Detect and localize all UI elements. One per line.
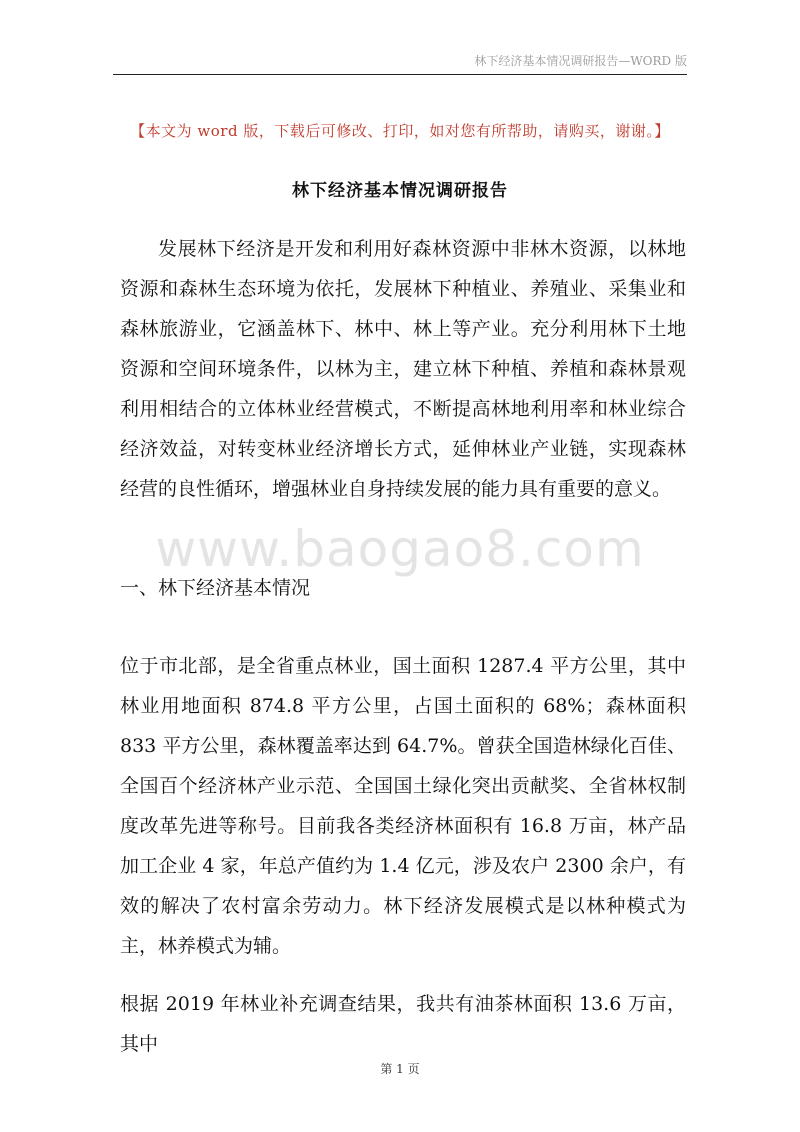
document-title: 林下经济基本情况调研报告	[292, 181, 508, 201]
watermark-text: www.baogao8.com	[155, 520, 645, 578]
section-heading: 一、林下经济基本情况	[120, 577, 311, 599]
section-paragraph-continued: 根据 2019 年林业补充调查结果，我共有油茶林面积 13.6 万亩，其中	[120, 993, 686, 1055]
section-paragraph: 位于市北部，是全省重点林业，国土面积 1287.4 平方公里，其中林业用地面积 874.8 平方公里，占国土面积的 68%；森林面积 833 平方公里，森林覆盖率达到 64.7%。曾获全国造林绿化百佳、全国百个经济林产业示范、全国国土绿化突出贡献奖、全省林权制度改革先进等称号。目前我各类经济林面积有 16.8 万亩，林产品加工企业 4 家，年总产值约为 1.4 亿元，涉及农户 2300 余户，有效的解决了农村富余劳动力。林下经济发展模式是以林种模式为主，林养模式为辅。	[120, 655, 686, 957]
purchase-notice: 【本文为 word 版，下载后可修改、打印，如对您有所帮助，请购买，谢谢。】	[130, 122, 670, 140]
running-header: 林下经济基本情况调研报告—WORD 版	[474, 54, 687, 68]
page-number: 第 1 页	[380, 1062, 420, 1076]
intro-paragraph: 发展林下经济是开发和利用好森林资源中非林木资源，以林地资源和森林生态环境为依托，发展林下种植业、养殖业、采集业和森林旅游业，它涵盖林下、林中、林上等产业。充分利用林下土地资源和空间环境条件，以林为主，建立林下种植、养植和森林景观利用相结合的立体林业经营模式，不断提高林地利用率和林业综合经济效益，对转变林业经济增长方式，延伸林业产业链，实现森林经营的良性循环，增强林业自身持续发展的能力具有重要的意义。	[120, 238, 686, 500]
header-divider	[113, 74, 687, 75]
